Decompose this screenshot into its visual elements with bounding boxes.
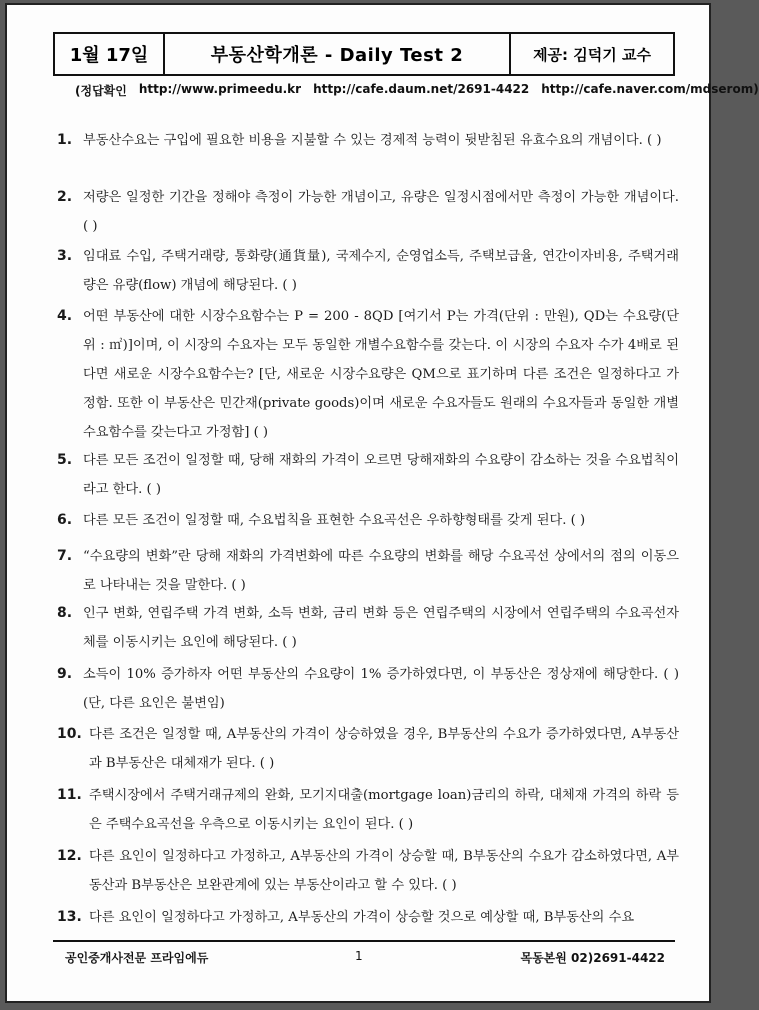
- question-text: 임대료 수입, 주택거래량, 통화량(通貨量), 국제수지, 순영업소득, 주택보급율, 연간이자비용, 주택거래량은 유량(flow) 개념에 해당된다. ( ): [83, 249, 679, 293]
- question-7: [57, 542, 679, 600]
- question-8: [57, 599, 679, 657]
- question-text: 다른 요인이 일정하다고 가정하고, A부동산의 가격이 상승할 것으로 예상할 때, B부동산의 수요: [89, 910, 635, 925]
- question-text: 부동산수요는 구입에 필요한 비용을 지불할 수 있는 경제적 능력이 뒷받침된 유효수요의 개념이다. ( ): [83, 133, 662, 148]
- question-text: 저량은 일정한 기간을 정해야 측정이 가능한 개념이고, 유량은 일정시점에서만 측정이 가능한 개념이다. ( ): [83, 190, 679, 234]
- question-2: [57, 183, 679, 241]
- question-text: 다른 요인이 일정하다고 가정하고, A부동산의 가격이 상승할 때, B부동산의 수요가 감소하였다면, A부동산과 B부동산은 보완관계에 있는 부동산이라고 할 수 있다. ( ): [89, 849, 679, 893]
- link-primeedu[interactable]: http://www.primeedu.kr: [138, 82, 302, 96]
- answer-links: [75, 82, 759, 99]
- question-number: 10.: [57, 726, 82, 742]
- question-number: 8.: [57, 605, 73, 621]
- question-4: [57, 302, 679, 447]
- question-number: 5.: [57, 452, 73, 468]
- links-label: (정답확인: [75, 84, 127, 98]
- document-page: [5, 3, 759, 1003]
- question-9: [57, 660, 679, 718]
- question-text: 소득이 10% 증가하자 어떤 부동산의 수요량이 1% 증가하였다면, 이 부동산은 정상재에 해당한다. ( )(단, 다른 요인은 불변임): [83, 667, 679, 711]
- question-text: 어떤 부동산에 대한 시장수요함수는 P = 200 - 8QD [여기서 P는 가격(단위 : 만원), QD는 수요량(단위 : ㎡)]이며, 이 시장의 수요자는 모두 동일한 개별수요함수를 갖는다. 이 시장의 수요자 수가 4배로 된다면 새로운 시장수요함수는? [단, 새로운 시장수요량은 QM으로 표기하며 다른 조건은 일정하다고 가정함. 또한 이 부동산은 민간재(private goods)이며 새로운 수요자들도 원래의 수요자들과 동일한 개별수요함수를 갖는다고 가정함] ( ): [83, 309, 679, 440]
- footer-academy-name: 공인중개사전문 프라임에듀: [65, 951, 209, 965]
- question-number: 11.: [57, 787, 82, 803]
- question-number: 12.: [57, 848, 82, 864]
- question-number: 13.: [57, 909, 82, 925]
- question-text: 다른 조건은 일정할 때, A부동산의 가격이 상승하였을 경우, B부동산의 수요가 증가하였다면, A부동산과 B부동산은 대체재가 된다. ( ): [89, 727, 679, 771]
- question-text: 다른 모든 조건이 일정할 때, 당해 재화의 가격이 오르면 당해재화의 수요량이 감소하는 것을 수요법칙이라고 한다. ( ): [83, 453, 679, 497]
- question-12: [57, 842, 679, 900]
- question-text: 다른 모든 조건이 일정할 때, 수요법칙을 표현한 수요곡선은 우하향형태를 갖게 된다. ( ): [83, 513, 586, 528]
- question-number: 9.: [57, 666, 73, 682]
- question-1: [57, 126, 679, 155]
- question-3: [57, 242, 679, 300]
- question-5: [57, 446, 679, 504]
- header-author: 제공: 김덕기 교수: [533, 45, 651, 64]
- link-naver-cafe[interactable]: http://cafe.naver.com/mdserom): [541, 82, 759, 96]
- question-11: [57, 781, 679, 839]
- question-number: 2.: [57, 189, 73, 205]
- header-title: 부동산학개론 - Daily Test 2: [165, 34, 511, 74]
- header-table: [53, 32, 675, 76]
- question-text: 주택시장에서 주택거래규제의 완화, 모기지대출(mortgage loan)금리의 하락, 대체재 가격의 하락 등은 주택수요곡선을 우측으로 이동시키는 요인이 된다. ( ): [89, 788, 679, 832]
- footer-contact: 목동본원 02)2691-4422: [520, 951, 665, 965]
- link-daum-cafe[interactable]: http://cafe.daum.net/2691-4422: [313, 82, 530, 96]
- page-number: 1: [355, 949, 363, 963]
- question-text: “수요량의 변화”란 당해 재화의 가격변화에 따른 수요량의 변화를 해당 수요곡선 상에서의 점의 이동으로 나타내는 것을 말한다. ( ): [83, 549, 679, 593]
- question-text: 인구 변화, 연립주택 가격 변화, 소득 변화, 금리 변화 등은 연립주택의 시장에서 연립주택의 수요곡선자체를 이동시키는 요인에 해당된다. ( ): [83, 606, 679, 650]
- question-number: 4.: [57, 308, 73, 324]
- question-number: 3.: [57, 248, 73, 264]
- question-number: 1.: [57, 132, 73, 148]
- question-number: 6.: [57, 512, 73, 528]
- question-13: [57, 903, 679, 932]
- question-10: [57, 720, 679, 778]
- header-date: 1월 17일: [55, 34, 165, 74]
- footer-divider: [53, 940, 675, 942]
- question-number: 7.: [57, 548, 73, 564]
- question-6: [57, 506, 679, 535]
